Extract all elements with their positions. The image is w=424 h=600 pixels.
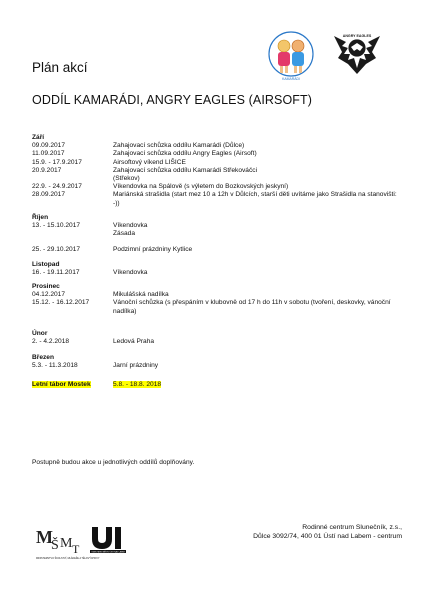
list-item: [32, 238, 402, 246]
svg-text:T: T: [72, 542, 80, 556]
list-item: 5.3. - 11.3.2018 Jarní prázdniny: [32, 362, 159, 370]
angry-eagles-logo-text: ANGRY EAGLES: [342, 34, 372, 38]
summer-camp-date: 5.8. - 18.8. 2018: [113, 380, 162, 388]
usti-logo: [90, 525, 126, 553]
footer-line-2: Důlce 3092/74, 400 01 Ústí nad Labem - centrum: [253, 532, 402, 540]
msmt-caption: MINISTERSTVO ŠKOLSTVÍ, MLÁDEŽE A TĚLOVÝCHOVY: [36, 557, 100, 560]
page-title: Plán akcí: [32, 60, 88, 75]
angry-eagles-logo: [332, 28, 382, 76]
msmt-logo: [34, 523, 100, 561]
schedule: [32, 128, 402, 389]
list-item: (Střekov): [113, 175, 140, 183]
month-heading: Listopad: [32, 260, 60, 268]
summer-camp-row: [32, 381, 402, 389]
list-item: 16. - 19.11.2017 Víkendovka: [32, 268, 148, 276]
list-item: 09.09.2017 Zahajovací schůzka oddílu Kamarádi (Důlce): [32, 142, 245, 150]
month-heading: Říjen: [32, 213, 49, 221]
svg-text:M: M: [60, 536, 73, 551]
month-heading: Březen: [32, 354, 54, 362]
kamaradi-logo: [262, 30, 320, 82]
month-heading: Únor: [32, 329, 48, 337]
list-item: 15.12. - 16.12.2017 Vánoční schůzka (s přespáním v klubovně od 17 h do 11h v sobotu (tvoření, deskovky, vánoční nadílka): [32, 299, 391, 315]
list-item: 22.9. - 24.9.2017 Víkendovka na Spálově (s výletem do Bozkovských jeskyní): [32, 183, 289, 191]
kamaradi-logo-text: KAMARÁDI: [282, 77, 300, 81]
list-item: 20.9.2017 Zahajovací schůzka oddílu Kamarádi Střekováčci: [32, 166, 258, 174]
list-item: 25. - 29.10.2017 Podzimní prázdniny Kytlice: [32, 246, 193, 254]
summer-camp-label: Letní tábor Mostek: [32, 380, 91, 388]
list-item: 15.9. - 17.9.2017 Airsoftový víkend LIŠICE: [32, 158, 186, 166]
usti-caption: STATUTÁRNÍ MĚSTO ÚSTÍ NAD LABEM: [91, 551, 125, 554]
list-item: 11.09.2017 Zahajovací schůzka oddílu Angry Eagles (Airsoft): [32, 150, 257, 158]
list-item: 04.12.2017 Mikulášská nadílka: [32, 291, 169, 299]
svg-text:M: M: [36, 527, 53, 547]
page-subtitle: ODDÍL KAMARÁDI, ANGRY EAGLES (AIRSOFT): [32, 93, 313, 107]
list-item: 28.09.2017 Mariánská strašidla (start mez 10 a 12h v Důlcích, starší děti uvítáme jako Strašidla na stanovišti: -)): [32, 191, 397, 207]
list-item: 13. - 15.10.2017 Víkendovka: [32, 222, 148, 230]
month-heading: Prosinec: [32, 283, 60, 291]
footer-address: [253, 524, 402, 541]
footer-line-1: Rodinné centrum Slunečník, z.s.,: [302, 524, 402, 531]
list-item: Zásada: [113, 230, 135, 238]
note-text: Postupně budou akce u jednotlivých oddílů doplňovány.: [32, 459, 195, 466]
month-heading: Září: [32, 134, 45, 141]
svg-text:Š: Š: [51, 538, 59, 553]
list-item: 2. - 4.2.2018 Ledová Praha: [32, 338, 155, 346]
